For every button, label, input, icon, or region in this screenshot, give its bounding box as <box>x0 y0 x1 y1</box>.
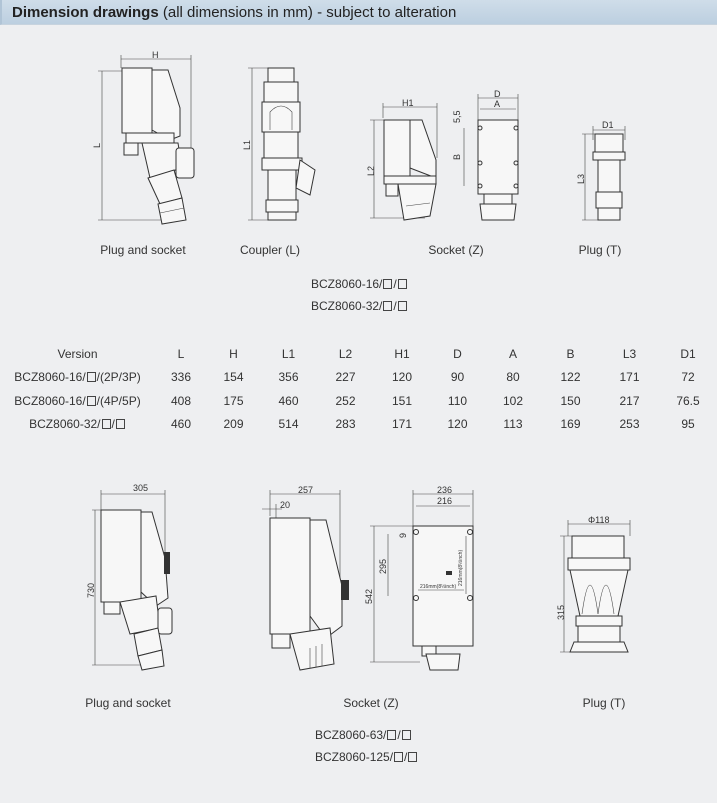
placeholder-box-icon <box>398 301 407 311</box>
version-prefix: BCZ8060-16/ <box>14 393 86 408</box>
column-header: L1 <box>281 346 296 361</box>
model-separator: / <box>393 299 397 313</box>
dim-label-20: 20 <box>280 500 291 510</box>
dim-label-H1: H1 <box>402 98 414 108</box>
placeholder-box-icon <box>394 752 403 762</box>
dim-label-216: 216 <box>437 496 453 506</box>
cell-B: 169 <box>560 417 581 432</box>
dim-label-D: D <box>494 89 501 99</box>
caption-coupler: Coupler (L) <box>239 243 301 257</box>
table-row <box>0 366 717 390</box>
cell-H1: 120 <box>391 370 413 385</box>
table-header-row <box>0 342 717 366</box>
column-header: L <box>177 346 185 361</box>
model-separator: / <box>404 750 408 764</box>
cell-H1: 151 <box>391 393 413 408</box>
version-suffix: /(4P/5P) <box>96 393 141 408</box>
dim-label-H: H <box>152 50 159 60</box>
dim-label-216mm-horizontal: 216mm(8½inch) <box>420 584 457 590</box>
model-separator: / <box>397 728 401 742</box>
cell-L2: 283 <box>335 417 356 432</box>
drawing-socket-front <box>450 90 540 230</box>
cell-L1: 514 <box>278 417 299 432</box>
cell-L3: 217 <box>619 393 640 408</box>
dim-label-B: B <box>452 153 462 160</box>
cell-H: 209 <box>223 417 244 432</box>
caption-socket-bottom: Socket (Z) <box>343 696 399 710</box>
dim-label-L1: L1 <box>242 139 252 150</box>
cell-H: 175 <box>223 393 244 408</box>
cell-L: 408 <box>170 393 192 408</box>
placeholder-box-icon <box>102 419 111 429</box>
cell-L3: 253 <box>619 417 640 432</box>
drawing-socket-large-side <box>260 486 360 676</box>
version-prefix: BCZ8060-32/ <box>29 417 101 432</box>
dimensions-table <box>0 342 717 436</box>
dim-label-305: 305 <box>133 483 149 493</box>
cell-L2: 252 <box>335 393 356 408</box>
placeholder-box-icon <box>383 279 392 289</box>
dim-label-L2: L2 <box>366 165 376 176</box>
cell-A: 102 <box>502 393 524 408</box>
version-cell <box>0 389 155 413</box>
table-row <box>0 389 717 413</box>
dim-label-D1: D1 <box>602 120 614 130</box>
column-header: D1 <box>680 346 696 361</box>
placeholder-box-icon <box>87 396 96 406</box>
drawing-plug-and-socket-small <box>90 48 210 238</box>
dim-label-315: 315 <box>556 604 566 620</box>
dim-label-L3: L3 <box>576 173 586 184</box>
version-cell <box>0 413 155 437</box>
dim-label-L: L <box>92 142 102 148</box>
model-prefix: BCZ8060-32/ <box>311 299 383 313</box>
cell-H: 154 <box>223 370 244 385</box>
cell-H1: 171 <box>391 417 413 432</box>
dim-label-phi118: Φ118 <box>588 515 610 525</box>
cell-A: 113 <box>503 417 523 432</box>
column-header: H <box>229 346 238 361</box>
dim-label-236: 236 <box>437 485 453 495</box>
dim-label-9: 9 <box>398 532 408 538</box>
cell-D: 120 <box>447 417 468 432</box>
section-header <box>0 0 717 25</box>
model-line <box>311 299 408 313</box>
drawing-socket-side <box>366 98 460 228</box>
column-header: Version <box>57 346 98 361</box>
column-header: L3 <box>622 346 637 361</box>
section-title <box>12 4 456 21</box>
placeholder-box-icon <box>398 279 407 289</box>
placeholder-box-icon <box>116 419 125 429</box>
placeholder-box-icon <box>402 730 411 740</box>
cell-D: 90 <box>450 370 465 385</box>
model-prefix: BCZ8060-125/ <box>315 750 394 764</box>
drawing-socket-large-front <box>360 486 480 676</box>
placeholder-box-icon <box>87 372 96 382</box>
model-line <box>315 728 412 742</box>
dim-label-257: 257 <box>298 485 314 495</box>
cell-L1: 460 <box>278 393 299 408</box>
version-prefix: BCZ8060-16/ <box>14 370 86 385</box>
cell-A: 80 <box>506 370 520 385</box>
dim-label-216mm-vertical: 216mm(8½inch) <box>458 549 464 586</box>
model-separator: / <box>393 277 397 291</box>
version-cell <box>0 366 155 390</box>
column-header: L2 <box>338 346 353 361</box>
model-prefix: BCZ8060-63/ <box>315 728 387 742</box>
column-header: H1 <box>394 346 410 361</box>
column-header: A <box>508 346 517 361</box>
drawing-plug-large <box>556 515 650 666</box>
cell-L2: 227 <box>335 370 356 385</box>
placeholder-box-icon <box>408 752 417 762</box>
column-header: B <box>566 346 575 361</box>
cell-D1: 76.5 <box>676 393 700 408</box>
cell-B: 122 <box>560 370 581 385</box>
column-header: D <box>453 346 462 361</box>
cell-L3: 171 <box>619 370 640 385</box>
version-suffix: /(2P/3P) <box>96 370 141 385</box>
cell-D1: 72 <box>681 370 695 385</box>
caption-socket-top: Socket (Z) <box>428 243 484 257</box>
dim-label-730: 730 <box>86 582 96 598</box>
caption-plug-and-socket-bottom: Plug and socket <box>85 696 171 710</box>
section-title-rest: (all dimensions in mm) - subject to alteration <box>158 4 457 21</box>
version-suffix: / <box>111 417 115 432</box>
placeholder-box-icon <box>387 730 396 740</box>
cell-L: 460 <box>170 417 192 432</box>
placeholder-box-icon <box>383 301 392 311</box>
drawing-coupler <box>240 60 320 240</box>
model-line <box>315 750 418 764</box>
table-row <box>0 413 717 437</box>
cell-D1: 95 <box>681 417 695 432</box>
caption-plug-bottom: Plug (T) <box>582 696 626 710</box>
dim-label-295: 295 <box>378 558 388 574</box>
dim-label-542: 542 <box>364 588 374 604</box>
cell-L1: 356 <box>278 370 299 385</box>
dim-label-A: A <box>494 99 501 109</box>
model-prefix: BCZ8060-16/ <box>311 277 383 291</box>
model-line <box>311 277 408 291</box>
cell-L: 336 <box>170 370 192 385</box>
caption-plug-top: Plug (T) <box>578 243 622 257</box>
cell-B: 150 <box>560 393 581 408</box>
section-title-bold: Dimension drawings <box>12 4 159 21</box>
dim-label-5-5: 5,5 <box>452 110 462 123</box>
caption-plug-and-socket-top: Plug and socket <box>100 243 186 257</box>
cell-D: 110 <box>447 393 468 408</box>
drawing-plug-and-socket-large <box>86 480 210 680</box>
drawing-plug-small <box>576 120 640 230</box>
